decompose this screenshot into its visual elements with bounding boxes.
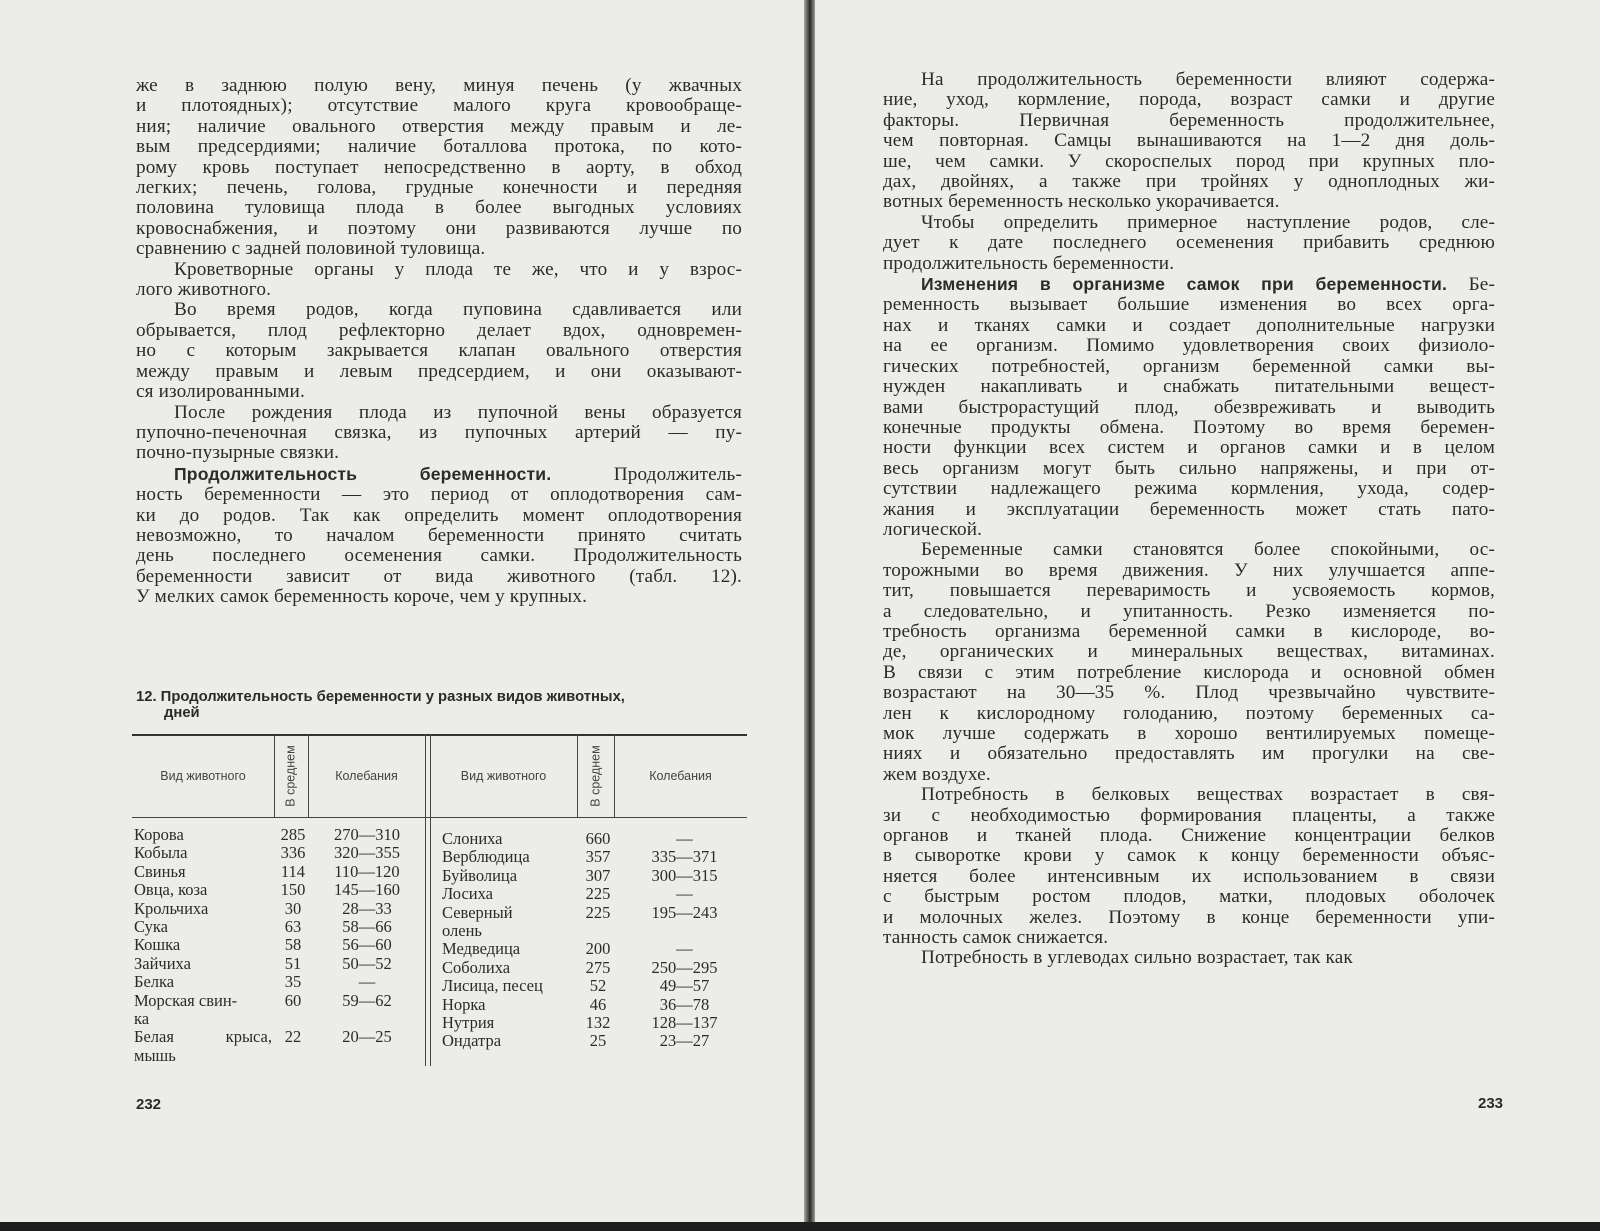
table-cell-range: — (358, 972, 376, 992)
text-line: жем воздухе. (883, 763, 991, 785)
table-cell-range: 56—60 (342, 935, 392, 955)
text-line: рому кровь поступает непосредственно в аорту, в обход (136, 156, 742, 178)
text-line: почно-пузырные связки. (136, 442, 340, 464)
text-line: факторы. Первичная беременность продолжительнее, (883, 109, 1495, 131)
table-cell-range (312, 1010, 422, 1028)
table-cell-range: 300—315 (651, 865, 718, 885)
text-line: вами быстрорастущий плод, обезвреживать и выводить (883, 396, 1495, 418)
table-cell-average: 22 (284, 1027, 302, 1047)
table-cell-range: 320—355 (334, 843, 400, 863)
text-line: Изменения в организме самок при беременности. Бе- (921, 274, 1496, 296)
table-cell-average: 63 (284, 917, 302, 937)
text-line: Кроветворные органы у плода те же, что и у взрос- (174, 258, 742, 280)
text-line: же в заднюю полую вену, минуя печень (у жвачных (136, 75, 742, 96)
table-cell-range: 195—243 (651, 902, 718, 922)
text-line: чем повторная. Самцы вынашиваются на 1—2 дня доль- (883, 130, 1495, 152)
text-line: У мелких самок беременность короче, чем у крупных. (136, 586, 588, 608)
table-cell-range (312, 1047, 422, 1065)
header-range: Колебания (335, 768, 398, 783)
table-cell-species: Белая крыса, (134, 1027, 272, 1047)
text-line: лого животного. (136, 279, 272, 301)
table-header-rule (132, 817, 747, 818)
table-caption (136, 689, 742, 721)
table-cell-range: — (676, 939, 693, 959)
table-cell-range: 59—62 (342, 990, 392, 1010)
table-cell-species: Верблюдица (442, 847, 530, 867)
table-cell-average (578, 922, 618, 940)
table-cell-range: 110—120 (334, 861, 400, 881)
range-column (312, 826, 422, 1065)
average-column (274, 826, 312, 1065)
text-line: сравнению с задней половиной туловища. (136, 238, 486, 260)
table-cell-average (274, 1047, 312, 1065)
table-cell-species: Соболиха (442, 957, 511, 977)
text-line: Чтобы определить примерное наступление родов, сле- (921, 211, 1495, 233)
text-line: де, органических и минеральных веществах, витаминах. (883, 641, 1495, 663)
table-cell-average: 132 (585, 1013, 611, 1033)
text-line: зи с необходимостью формирования плаценты, а также (883, 804, 1495, 826)
table-cell-species: Свинья (134, 861, 186, 881)
text-line: Во время родов, когда пуповина сдавливается или (174, 299, 742, 321)
table-cell-average: 200 (585, 939, 611, 959)
header-average: В среднем (588, 744, 603, 807)
table-cell-range: 20—25 (342, 1027, 392, 1047)
header-range: Колебания (649, 768, 712, 783)
text-line: Беременные самки становятся более спокойными, ос- (921, 539, 1495, 561)
text-line: дах, двойнях, а также при тройнях у одноплодных жи- (883, 171, 1495, 193)
text-line: гических потребностей, организм беременной самки вы- (883, 355, 1495, 377)
table-cell-average: 60 (284, 990, 302, 1010)
table-cell-average: 58 (284, 935, 302, 955)
text-line: день последнего осеменения самки. Продолжительность (136, 545, 742, 567)
text-line: ниях и обязательно предоставлять им прогулки на све- (883, 743, 1495, 765)
text-line: дует к дате последнего осеменения прибавить среднюю (883, 232, 1495, 254)
table-cell-species: Медведица (442, 939, 521, 959)
table-caption-line: 12. Продолжительность беременности у разных видов животных, (136, 689, 625, 705)
text-line: торожными во время движения. У них улучшается аппе- (883, 559, 1495, 581)
table-cell-species: мышь (134, 1045, 176, 1065)
text-line: возрастают на 30—35 %. Плод чрезвычайно чувствите- (883, 682, 1495, 704)
table-cell-average: 285 (280, 825, 306, 844)
text-line: и плотоядных); отсутствие малого круга кровообраще- (136, 95, 742, 117)
table-cell-species: Корова (134, 825, 184, 844)
table-cell-species: Северный (442, 902, 513, 922)
species-column (442, 830, 582, 1051)
table-cell-range: — (676, 884, 693, 904)
table-cell-species: Сука (134, 917, 168, 937)
section-heading: Продолжительность беременности. (174, 463, 552, 484)
text-line: После рождения плода из пупочной вены образуется (174, 401, 742, 423)
header-species: Вид животного (460, 768, 547, 783)
table-cell-range: 145—160 (334, 880, 400, 900)
text-line: жания и эксплуатации беременность может стать пато- (883, 498, 1495, 520)
left-page-text (136, 76, 742, 608)
text-line: Потребность в белковых веществах возрастает в свя- (921, 784, 1495, 806)
species-column (134, 826, 272, 1065)
text-line: пупочно-печеночная связка, из пупочных артерий — пу- (136, 421, 742, 443)
text-line: органов и тканей плода. Снижение концентрации белков (883, 825, 1495, 847)
text-line: а следовательно, и упитанность. Резко изменяется по- (883, 600, 1495, 622)
scan-bottom-edge (0, 1222, 1600, 1231)
text-line: конечные продукты обмена. Поэтому во время беремен- (883, 416, 1495, 438)
text-line: Продолжительность беременности. Продолжитель- (174, 463, 742, 485)
table-cell-species: Зайчиха (134, 953, 191, 973)
table-cell-species: Морская свин- (134, 990, 238, 1010)
table-cell-range: 58—66 (342, 917, 392, 937)
table-cell-average: 357 (585, 847, 611, 867)
table-cell-average: 51 (284, 953, 302, 973)
table-cell-species: Ондатра (442, 1031, 502, 1051)
table-cell-range (622, 922, 747, 940)
table-cell-average: 225 (585, 902, 611, 922)
left-page (0, 0, 804, 1222)
table-cell-range: 36—78 (659, 994, 710, 1014)
text-line: в сыворотке крови у самок к концу беременности объяс- (883, 845, 1495, 867)
table-cell-species: Кошка (134, 935, 181, 955)
table-cell-average: 114 (280, 861, 306, 881)
table-cell-species: ка (134, 1009, 150, 1029)
table-cell-average: 307 (585, 865, 611, 885)
text-line: легких; печень, голова, грудные конечности и передняя (136, 177, 742, 199)
table-cell-species: Лосиха (442, 884, 493, 904)
header-average: В среднем (284, 744, 298, 807)
table-cell-average: 35 (284, 972, 302, 992)
table-cell-average: 225 (585, 884, 611, 904)
table-cell-average: 30 (284, 898, 302, 918)
table-cell-species: Белка (134, 972, 175, 992)
text-line: В связи с этим потребление кислорода и основной обмен (883, 661, 1495, 683)
text-line: ности функции всех систем и органов самки и в целом (883, 437, 1495, 459)
text-line: половина туловища плода в более выгодных условиях (136, 197, 742, 219)
text-line: логической. (883, 518, 983, 540)
table-caption-line: дней (164, 705, 200, 721)
table-cell-average: 46 (589, 994, 607, 1014)
range-column (622, 830, 747, 1051)
text-line: Потребность в углеводах сильно возрастает, так как (921, 947, 1353, 969)
table-cell-species: Норка (442, 994, 486, 1014)
text-line: вотных беременность несколько укорачивается. (883, 191, 1280, 213)
table-cell-species: Овца, коза (134, 880, 208, 900)
table-cell-average: 275 (585, 957, 611, 977)
text-line: вым предсердиями; наличие боталлова протока, по кото- (136, 136, 742, 158)
table-cell-range: 49—57 (659, 976, 710, 996)
page-number: 232 (136, 1096, 162, 1113)
table-cell-average: 660 (585, 829, 611, 848)
table-cell-species: олень (442, 921, 482, 941)
section-heading: Изменения в организме самок при беременности. (921, 274, 1448, 295)
page-number: 233 (1478, 1095, 1504, 1112)
text-line: ременность вызывает большие изменения во всех орга- (883, 294, 1495, 316)
right-page (815, 0, 1600, 1222)
text-line: и молочных желез. Поэтому в конце беременности упи- (883, 906, 1495, 928)
table-cell-range: 28—33 (342, 898, 392, 918)
header-species: Вид животного (160, 768, 246, 783)
text-line: ся изолированными. (136, 381, 305, 403)
table-cell-average (274, 1010, 312, 1028)
text-line: сутствии надлежащего режима кормления, ухода, содер- (883, 478, 1495, 500)
text-line: ния; наличие овального отверстия между правым и ле- (136, 115, 742, 137)
text-line: но с которым закрывается клапан овального отверстия (136, 340, 742, 362)
text-line: беременности зависит от вида животного (табл. 12). (136, 565, 742, 587)
text-line: обрывается, плод рефлекторно делает вдох, одновремен- (136, 319, 742, 341)
table-cell-species: Крольчиха (134, 898, 209, 918)
text-line: продолжительность беременности. (883, 252, 1175, 274)
table-cell-range: 250—295 (651, 957, 718, 977)
right-page-text (883, 70, 1495, 969)
average-column (578, 830, 618, 1051)
table-cell-average: 52 (589, 976, 607, 996)
text-line: тит, повышается переваримость и усвояемость кормов, (883, 580, 1495, 602)
text-line: с быстрым ростом плодов, матки, плодовых оболочек (883, 886, 1495, 908)
text-line: на ее организм. Помимо удовлетворения своих физиоло- (883, 335, 1495, 357)
book-gutter (804, 0, 815, 1231)
text-line: ше, чем самки. У скороспелых пород при крупных пло- (883, 150, 1495, 172)
text-line: между правым и левым предсердием, и они оказывают- (136, 360, 742, 382)
table-cell-range: 23—27 (659, 1031, 710, 1051)
text-line: няется более интенсивным их использованием в связи (883, 865, 1495, 887)
table-cell-range: 335—371 (651, 847, 718, 867)
text-line: ки до родов. Так как определить момент оплодотворения (136, 504, 742, 526)
table-cell-average: 25 (589, 1031, 607, 1051)
text-line: На продолжительность беременности влияют содержа- (921, 69, 1495, 90)
text-line: требность организма беременной самки в кислороде, во- (883, 620, 1495, 642)
text-line: ние, уход, кормление, порода, возраст самки и другие (883, 89, 1495, 111)
table-cell-average: 150 (280, 880, 306, 900)
table-cell-species: Буйволица (442, 865, 518, 885)
table-cell-range: — (676, 829, 693, 848)
table-cell-species: Кобыла (134, 843, 188, 863)
table-cell-range: 128—137 (651, 1013, 718, 1033)
text-line: нужден накапливать и снабжать питательными вещест- (883, 376, 1495, 398)
gestation-table (132, 734, 747, 1084)
table-cell-range: 50—52 (342, 953, 392, 973)
text-line: нах и тканях самки и создает дополнительные нагрузки (883, 314, 1495, 336)
table-cell-species: Нутрия (442, 1013, 495, 1033)
text-line: кровоснабжения, и поэтому они развиваются лучше по (136, 217, 742, 239)
text-line: танность самок снижается. (883, 927, 1109, 949)
text-line: ность беременности — это период от оплодотворения сам- (136, 484, 742, 506)
table-cell-average: 336 (280, 843, 306, 863)
text-line: весь организм могут быть сильно напряжены, и при от- (883, 457, 1495, 479)
text-line: мок лучше содержать в хорошо вентилируемых помеще- (883, 723, 1495, 744)
text-line: невозможно, то началом беременности принято считать (136, 524, 742, 546)
text-line: лен к кислородному голоданию, поэтому беременных са- (883, 702, 1495, 724)
table-cell-range: 270—310 (334, 825, 400, 844)
table-cell-species: Слониха (442, 829, 503, 848)
table-cell-species: Лисица, песец (442, 976, 543, 996)
